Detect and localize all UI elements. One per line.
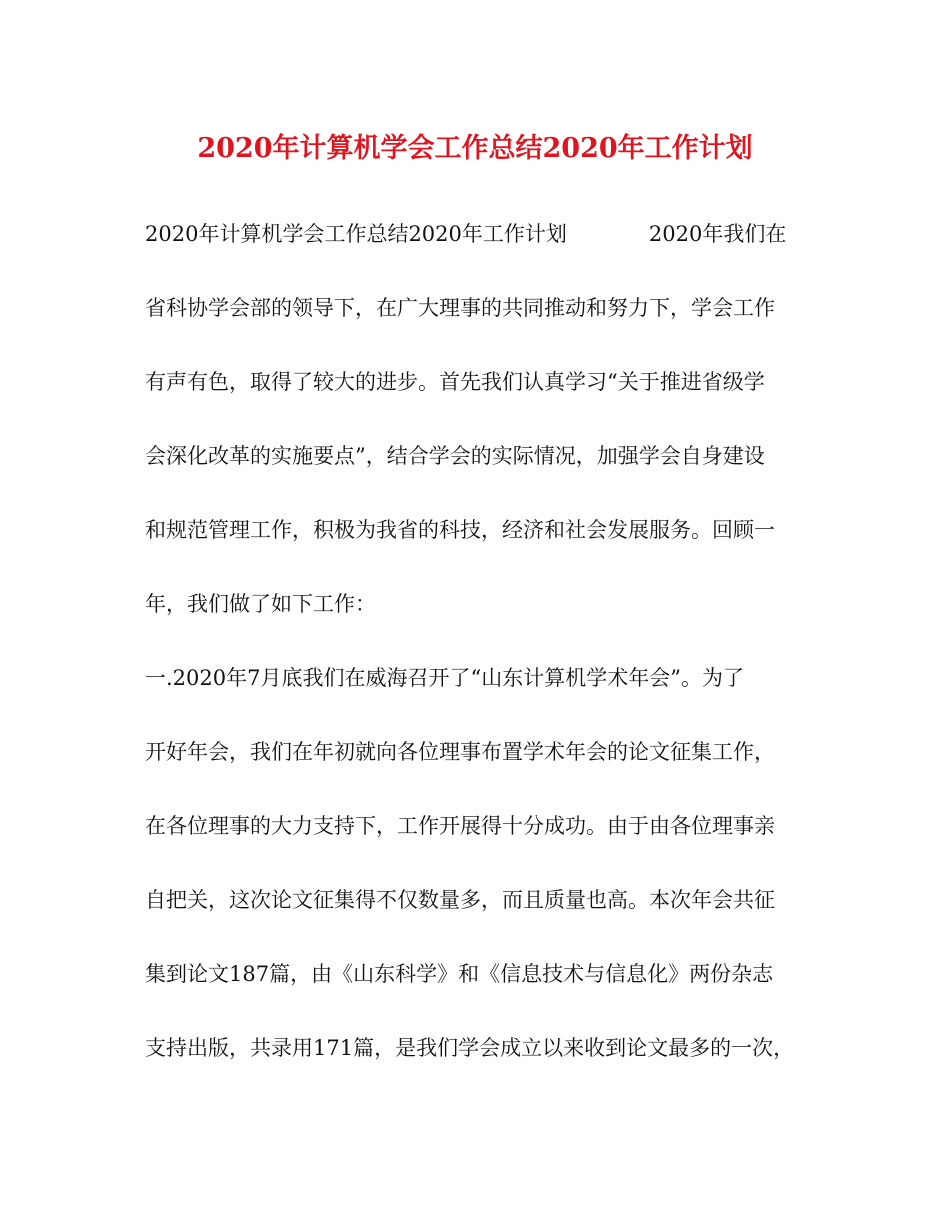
document-title: 2020年计算机学会工作总结2020年工作计划	[197, 133, 753, 164]
paragraph-line-4: 会深化改革的实施要点”，结合学会的实际情况，加强学会自身建设	[145, 444, 765, 468]
paragraph-line-12: 支持出版，共录用171篇，是我们学会成立以来收到论文最多的一次，	[145, 1036, 795, 1060]
paragraph-line-1	[145, 214, 825, 288]
paragraph-line-11: 集到论文187篇，由《山东科学》和《信息技术与信息化》两份杂志	[145, 962, 774, 986]
heading-repeat-text: 2020年计算机学会工作总结2020年工作计划	[145, 222, 567, 246]
paragraph-line-7: 一.2020年7月底我们在威海召开了“山东计算机学术年会”。为了	[145, 666, 744, 690]
paragraph-line-5: 和规范管理工作，积极为我省的科技，经济和社会发展服务。回顾一	[145, 518, 775, 542]
paragraph-line-9: 在各位理事的大力支持下，工作开展得十分成功。由于由各位理事亲	[145, 814, 775, 838]
paragraph-line-8: 开好年会，我们在年初就向各位理事布置学术年会的论文征集工作，	[145, 740, 775, 764]
paragraph-line-2: 省科协学会部的领导下，在广大理事的共同推动和努力下，学会工作	[145, 296, 775, 320]
paragraph-line-10: 自把关，这次论文征集得不仅数量多，而且质量也高。本次年会共征	[145, 888, 775, 912]
paragraph-start-text: 2020年我们在	[648, 222, 787, 246]
paragraph-line-3: 有声有色，取得了较大的进步。首先我们认真学习“关于推进省级学	[145, 370, 765, 394]
document-body	[145, 214, 825, 1102]
paragraph-line-6: 年，我们做了如下工作：	[145, 592, 376, 616]
